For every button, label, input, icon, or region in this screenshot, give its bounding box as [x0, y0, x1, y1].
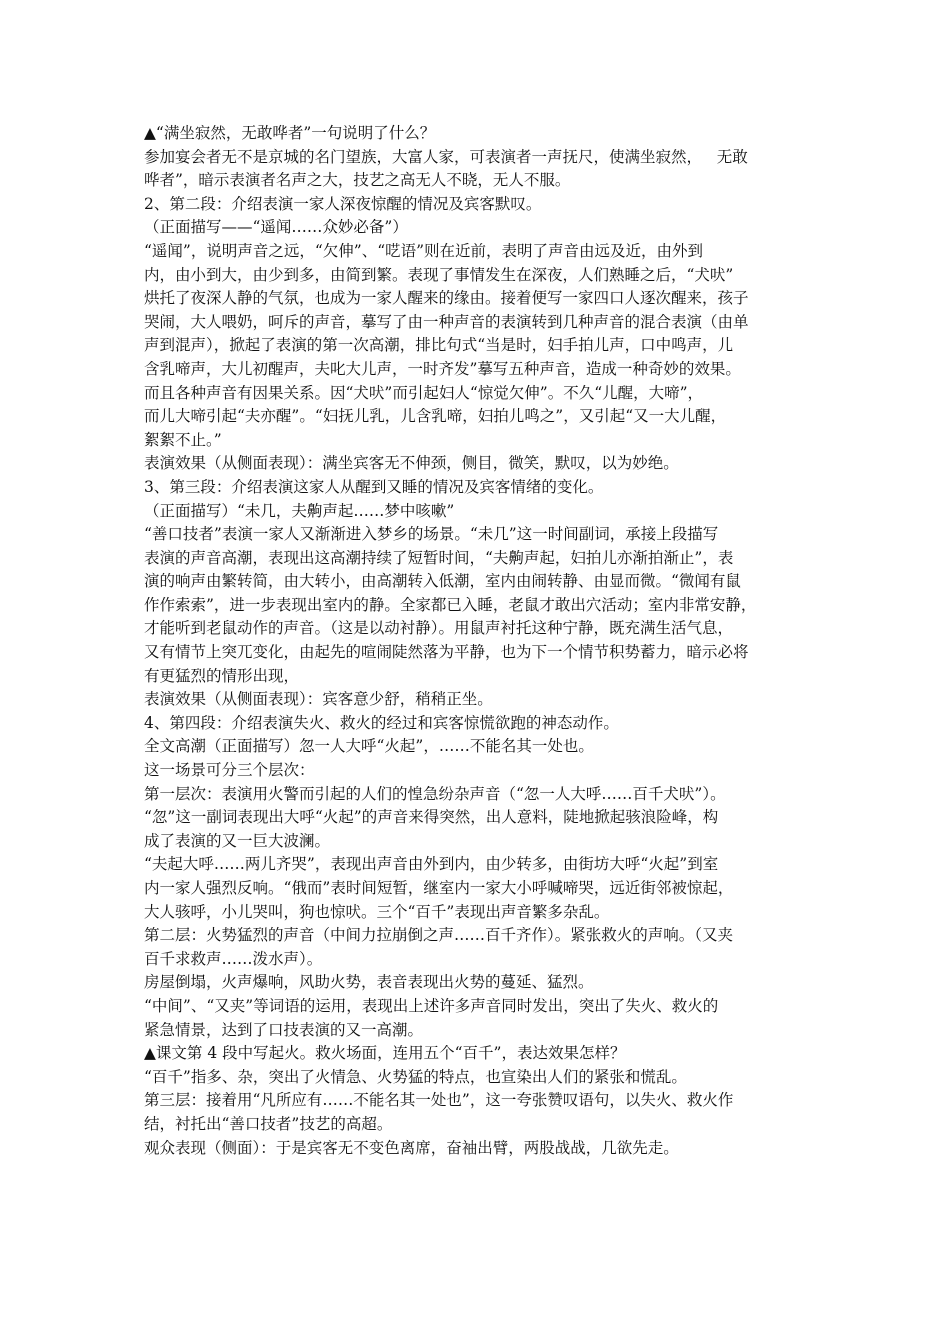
text-line-14: 絮絮不止。”: [144, 430, 222, 449]
text-line-5: （正面描写——“遥闻……众妙必备”）: [144, 218, 408, 237]
text-line-43: 结，衬托出“善口技者”技艺的高超。: [144, 1114, 393, 1133]
text-line-21: 作作索索”，进一步表现出室内的静。全家都已入睡，老鼠才敢出穴活动；室内非常安静，: [144, 595, 757, 614]
text-line-37: 房屋倒塌，火声爆响，风助火势，表音表现出火势的蔓延、猛烈。: [144, 973, 594, 992]
text-line-42: 第三层：接着用“凡所应有……不能名其一处也”，这一夸张赞叹语句，以失火、救火作: [144, 1091, 734, 1110]
text-line-4: 2、第二段：介绍表演一家人深夜惊醒的情况及宾客默叹。: [144, 194, 542, 213]
text-line-39: 紧急情景，达到了口技表演的又一高潮。: [144, 1020, 424, 1039]
text-line-3: 哗者”，暗示表演者名声之大，技艺之高无人不晓，无人不服。: [144, 171, 571, 190]
text-line-7: 内，由小到大，由少到多，由简到繁。表现了事情发生在深夜，人们熟睡之后，“犬吠”: [144, 265, 734, 284]
text-line-44: 观众表现（侧面）：于是宾客无不变色离席，奋袖出臂，两股战战，几欲先走。: [144, 1138, 679, 1157]
text-line-9: 哭闹，大人喂奶，呵斥的声音，摹写了由一种声音的表演转到几种声音的混合表演（由单: [144, 312, 749, 331]
text-line-19: 表演的声音高潮，表现出这高潮持续了短暂时间，“夫齁声起，妇拍儿亦渐拍渐止”，表: [144, 548, 734, 567]
text-line-16: 3、第三段：介绍表演这家人从醒到又睡的情况及宾客情绪的变化。: [144, 477, 604, 496]
text-line-10: 声到混声），掀起了表演的第一次高潮，排比句式“当是时，妇手拍儿声，口中鸣声，儿: [144, 336, 734, 355]
text-line-6: “遥闻”，说明声音之远，“欠伸”、“呓语”则在近前，表明了声音由远及近，由外到: [144, 241, 704, 260]
text-line-18: “善口技者”表演一家人又渐渐进入梦乡的场景。“未几”这一时间副词，承接上段描写: [144, 525, 719, 544]
text-line-2: 参加宴会者无不是京城的名门望族，大富人家，可表演者一声抚尺，使满坐寂然， 无敢: [144, 147, 748, 166]
text-line-8: 烘托了夜深人静的气氛，也成为一家人醒来的缘由。接着便写一家四口人逐次醒来，孩子: [144, 289, 749, 308]
text-line-26: 4、第四段：介绍表演失火、救火的经过和宾客惊慌欲跑的神态动作。: [144, 713, 619, 732]
text-line-41: “百千”指多、杂，突出了火情急、火势猛的特点，也宣染出人们的紧张和慌乱。: [144, 1067, 687, 1086]
text-line-40: ▲课文第 4 段中写起火。救火场面，连用五个“百千”，表达效果怎样？: [144, 1044, 626, 1063]
text-line-27: 全文高潮（正面描写）忽一人大呼“火起”，……不能名其一处也。: [144, 737, 594, 756]
text-line-23: 又有情节上突兀变化，由起先的喧闹陡然落为平静，也为下一个情节积势蓄力，暗示必将: [144, 643, 749, 662]
text-line-33: 内一家人强烈反响。“俄而”表时间短暂，继室内一家大小呼喊啼哭，远近街邻被惊起，: [144, 879, 734, 897]
text-line-15: 表演效果（从侧面表现）：满坐宾客无不伸颈，侧目，微笑，默叹，以为妙绝。: [144, 454, 679, 473]
text-line-31: 成了表演的又一巨大波澜。: [144, 831, 331, 850]
text-line-22: 才能听到老鼠动作的声音。（这是以动衬静）。用鼠声衬托这种宁静，既充满生活气息，: [144, 619, 734, 638]
text-line-36: 百千求救声……泼水声）。: [144, 949, 323, 968]
text-line-24: 有更猛烈的情形出现，: [144, 666, 300, 685]
text-line-20: 演的响声由繁转简，由大转小，由高潮转入低潮，室内由闹转静、由显而微。“微闻有鼠: [144, 572, 741, 591]
text-line-11: 含乳啼声，大儿初醒声，夫叱大儿声，一时齐发”摹写五种声音，造成一种奇妙的效果。: [144, 359, 741, 378]
text-line-32: “夫起大呼……两儿齐哭”，表现出声音由外到内，由少转多，由街坊大呼“火起”到室: [144, 855, 719, 874]
text-line-25: 表演效果（从侧面表现）：宾客意少舒，稍稍正坐。: [144, 690, 493, 709]
text-line-29: 第一层次：表演用火警而引起的人们的惶急纷杂声音（“忽一人大呼……百千犬吠”）。: [144, 784, 726, 803]
text-line-1: ▲“满坐寂然，无敢哗者”一句说明了什么？: [144, 124, 436, 142]
text-line-34: 大人骇呼，小儿哭叫，狗也惊吠。三个“百千”表现出声音繁多杂乱。: [144, 902, 610, 921]
text-line-17: （正面描写）“未几，夫齁声起……梦中咳嗽”: [144, 501, 455, 520]
text-line-30: “忽”这一副词表现出大呼“火起”的声音来得突然，出人意料，陡地掀起骇浪险峰，构: [144, 808, 719, 827]
text-line-28: 这一场景可分三个层次：: [144, 761, 315, 780]
text-line-38: “中间”、“又夹”等词语的运用，表现出上述许多声音同时发出，突出了失火、救火的: [144, 996, 719, 1015]
document-page: [144, 122, 812, 1160]
text-line-35: 第二层：火势猛烈的声音（中间力拉崩倒之声……百千齐作）。紧张救火的声响。（又夹: [144, 926, 734, 945]
text-line-13: 而儿大啼引起“夫亦醒”。“妇抚儿乳，儿含乳啼，妇拍儿鸣之”，又引起“又一大儿醒，: [144, 407, 727, 426]
text-line-12: 而且各种声音有因果关系。因“犬吠”而引起妇人“惊觉欠伸”。不久“儿醒，大啼”，: [144, 383, 704, 402]
